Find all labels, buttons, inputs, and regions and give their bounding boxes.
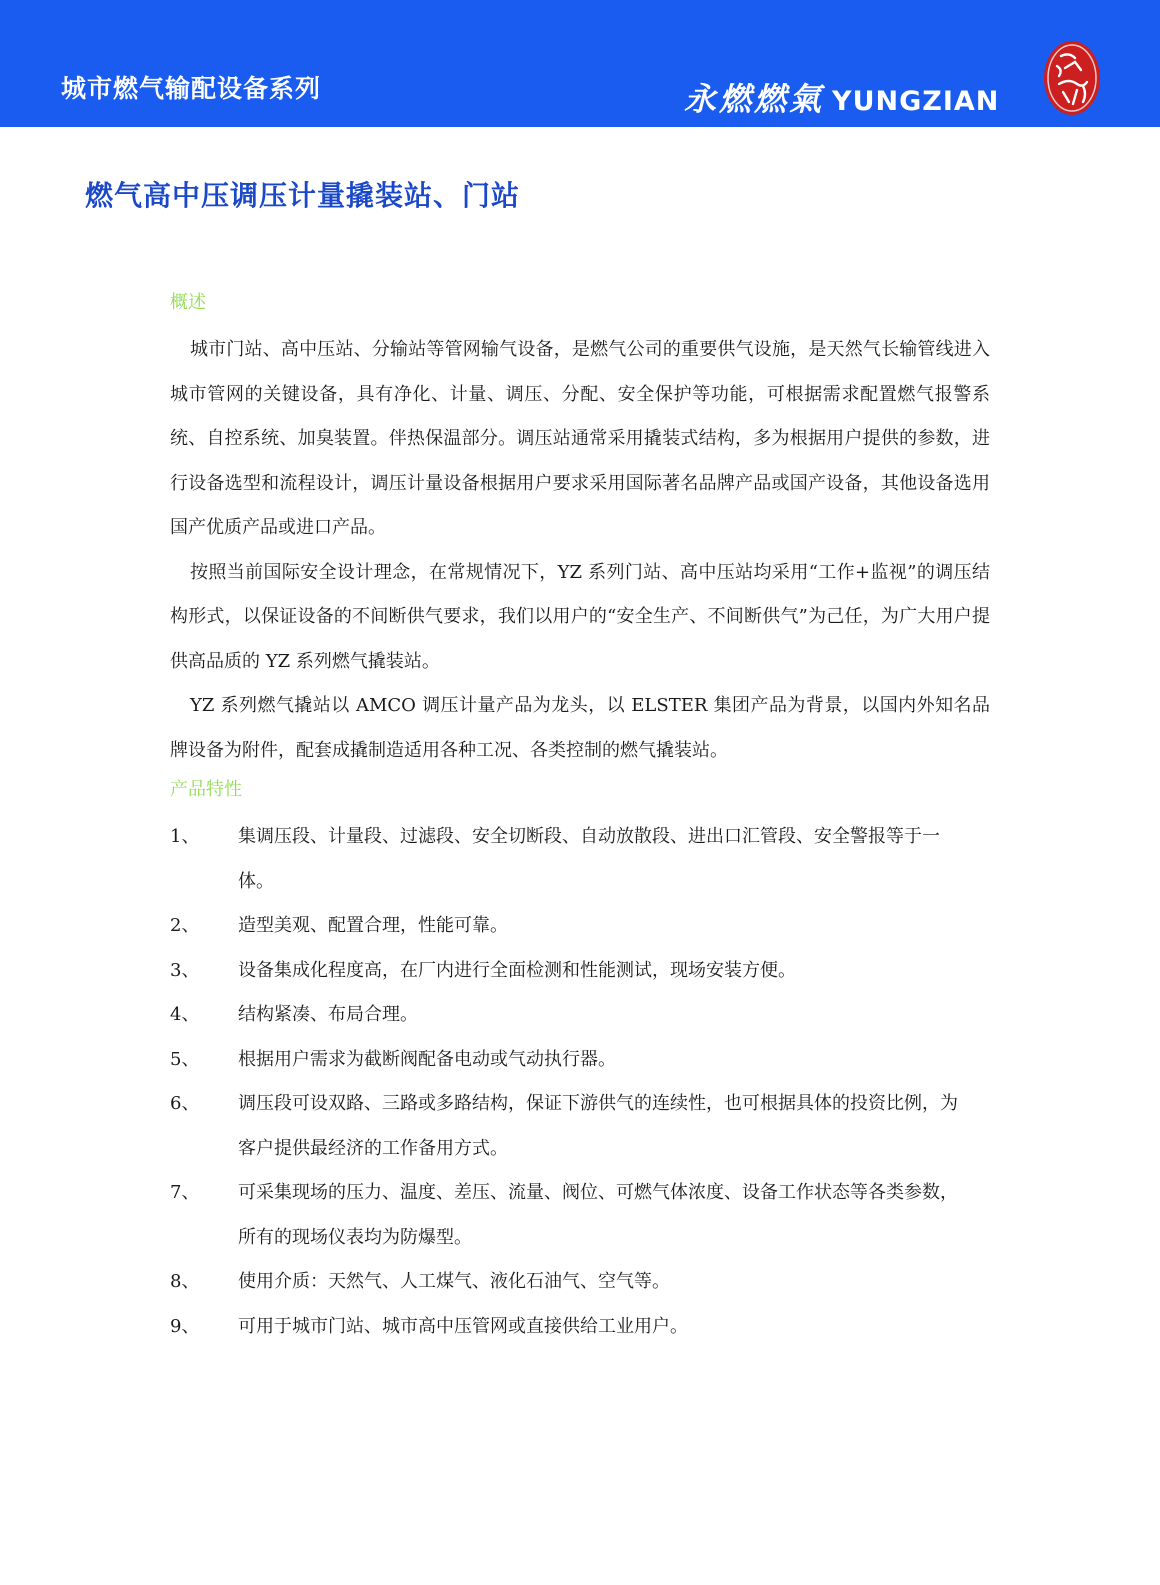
main-content bbox=[170, 288, 990, 1349]
feature-text: 造型美观、配置合理，性能可靠。 bbox=[238, 915, 508, 936]
feature-number: 7、 bbox=[170, 1182, 200, 1203]
feature-number: 3、 bbox=[170, 959, 200, 981]
feature-item-8 bbox=[170, 1260, 990, 1305]
feature-item-4 bbox=[170, 993, 990, 1038]
feature-text: 可用于城市门站、城市高中压管网或直接供给工业用户。 bbox=[238, 1315, 688, 1337]
feature-list bbox=[170, 815, 990, 1349]
brand-logo bbox=[684, 74, 999, 120]
series-title: 城市燃气输配设备系列 bbox=[61, 74, 322, 103]
feature-item-7 bbox=[170, 1171, 990, 1260]
overview-paragraph-2: 按照当前国际安全设计理念，在常规情况下，YZ 系列门站、高中压站均采用“工作+监视”的调压结构形式，以保证设备的不间断供气要求，我们以用户的“安全生产、不间断供气”为己任，为广大用户提供高品质的 YZ 系列燃气撬装站。 bbox=[170, 561, 990, 672]
feature-number: 6、 bbox=[170, 1093, 200, 1114]
feature-text: 集调压段、计量段、过滤段、安全切断段、自动放散段、进出口汇管段、安全警报等于一体。 bbox=[238, 826, 940, 892]
feature-item-9 bbox=[170, 1305, 990, 1350]
brand-name-cn: 永燃燃氣 bbox=[684, 80, 825, 118]
feature-number: 8、 bbox=[170, 1271, 200, 1292]
feature-number: 4、 bbox=[170, 1004, 200, 1025]
overview-paragraph-1: 城市门站、高中压站、分输站等管网输气设备，是燃气公司的重要供气设施，是天然气长输管线进入城市管网的关键设备，具有净化、计量、调压、分配、安全保护等功能，可根据需求配置燃气报警系统、自控系统、加臭装置。伴热保温部分。调压站通常采用撬装式结构，多为根据用户提供的参数，进行设备选型和流程设计，调压计量设备根据用户要求采用国际著名品牌产品或国产设备，其他设备选用国产优质产品或进口产品。 bbox=[170, 339, 990, 538]
feature-item-6 bbox=[170, 1082, 990, 1171]
feature-item-3 bbox=[170, 949, 990, 994]
feature-text: 使用介质：天然气、人工煤气、液化石油气、空气等。 bbox=[238, 1271, 670, 1292]
features-heading: 产品特性 bbox=[170, 779, 242, 800]
feature-text: 可采集现场的压力、温度、差压、流量、阀位、可燃气体浓度、设备工作状态等各类参数，所有的现场仪表均为防爆型。 bbox=[238, 1182, 958, 1248]
page-title: 燃气高中压调压计量撬装站、门站 bbox=[85, 179, 521, 212]
feature-number: 2、 bbox=[170, 915, 200, 936]
overview-paragraph-3: YZ 系列燃气撬站以 AMCO 调压计量产品为龙头，以 ELSTER 集团产品为背景，以国内外知名品牌设备为附件，配套成撬制造适用各种工况、各类控制的燃气撬装站。 bbox=[170, 695, 990, 761]
overview-heading: 概述 bbox=[170, 292, 206, 313]
feature-item-2 bbox=[170, 904, 990, 949]
feature-number: 5、 bbox=[170, 1048, 200, 1070]
feature-text: 设备集成化程度高，在厂内进行全面检测和性能测试，现场安装方便。 bbox=[238, 959, 796, 981]
feature-text: 结构紧凑、布局合理。 bbox=[238, 1004, 418, 1025]
feature-text: 根据用户需求为截断阀配备电动或气动执行器。 bbox=[238, 1048, 616, 1070]
red-oval-seal-logo-icon bbox=[1043, 40, 1101, 116]
feature-item-1 bbox=[170, 815, 990, 904]
feature-item-5 bbox=[170, 1038, 990, 1083]
feature-number: 1、 bbox=[170, 826, 200, 847]
feature-text: 调压段可设双路、三路或多路结构，保证下游供气的连续性，也可根据具体的投资比例，为客户提供最经济的工作备用方式。 bbox=[238, 1093, 958, 1159]
brand-name-en: YUNGZIAN bbox=[832, 86, 1000, 117]
feature-number: 9、 bbox=[170, 1315, 200, 1337]
